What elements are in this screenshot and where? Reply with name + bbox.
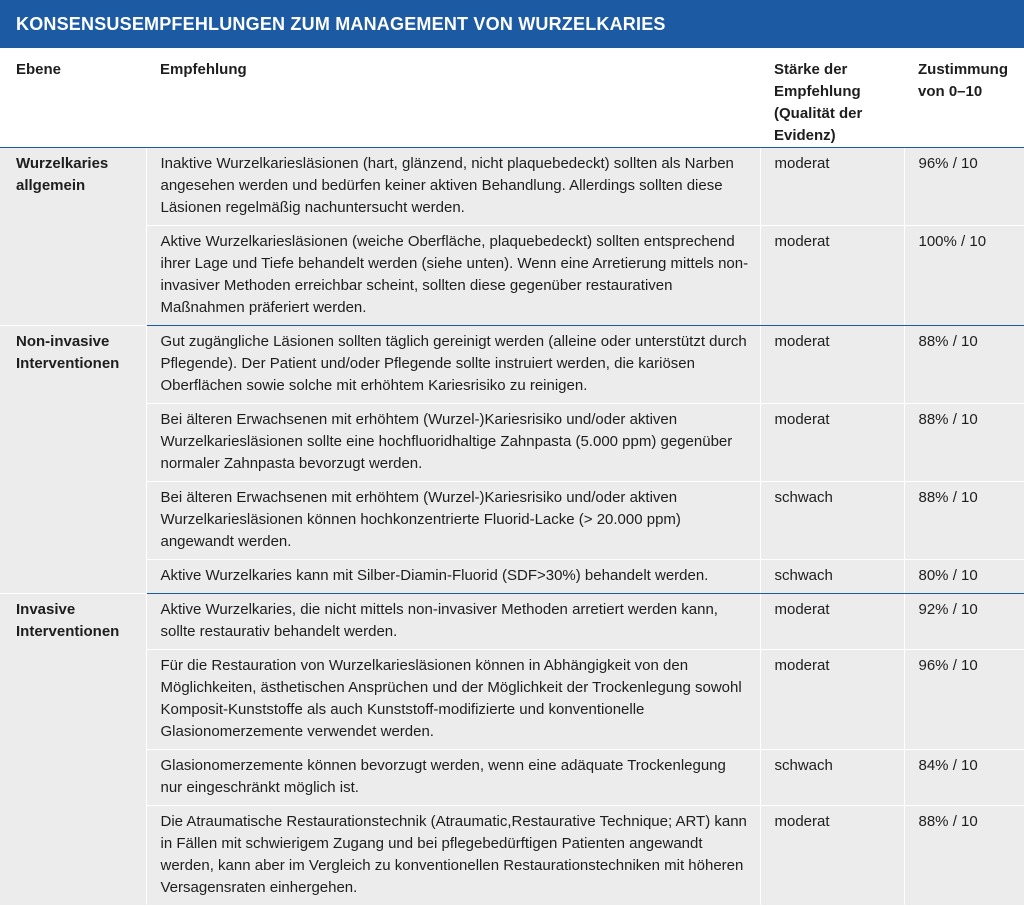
agreement-cell: 84% / 10 [904,750,1024,806]
strength-cell: moderat [760,650,904,750]
recommendation-cell: Aktive Wurzelkariesläsionen (weiche Oberfläche, plaquebedeckt) sollten entsprechend ihrer Lage und Tiefe behandelt werden (siehe unten). Wenn eine Arretierung mittels non-invasiver Methoden erreichbar scheint, sollten diese gegenüber restaurativen Maßnahmen präferiert werden. [146,226,760,326]
header-empfehlung: Empfehlung [146,48,760,148]
header-row [0,48,1024,148]
recommendations-table [0,48,1024,906]
level-cell: Non-invasive Interventionen [0,326,146,594]
level-cell: Invasive Interventionen [0,594,146,906]
table-row [0,650,1024,750]
strength-cell: moderat [760,226,904,326]
strength-cell: moderat [760,148,904,226]
header-zustimmung: Zustimmung von 0–10 [904,48,1024,148]
strength-cell: schwach [760,560,904,594]
header-staerke: Stärke der Empfehlung (Qualität der Evidenz) [760,48,904,148]
strength-cell: moderat [760,326,904,404]
table-row [0,404,1024,482]
agreement-cell: 100% / 10 [904,226,1024,326]
agreement-cell: 88% / 10 [904,326,1024,404]
table-row [0,326,1024,404]
strength-cell: schwach [760,750,904,806]
strength-cell: moderat [760,404,904,482]
header-ebene: Ebene [0,48,146,148]
recommendation-cell: Gut zugängliche Läsionen sollten täglich gereinigt werden (alleine oder unterstützt durch Pflegende). Der Patient und/oder Pflegende sollte instruiert werden, die kariösen Oberflächen sowie solche mit erhöhtem Kariesrisiko zu reinigen. [146,326,760,404]
recommendation-cell: Inaktive Wurzelkariesläsionen (hart, glänzend, nicht plaquebedeckt) sollten als Narben angesehen werden und bedürfen keiner aktiven Behandlung. Allerdings sollten diese Läsionen regelmäßig nachuntersucht werden. [146,148,760,226]
agreement-cell: 96% / 10 [904,148,1024,226]
table-row [0,750,1024,806]
strength-cell: moderat [760,806,904,906]
table-row [0,226,1024,326]
strength-cell: schwach [760,482,904,560]
recommendation-cell: Bei älteren Erwachsenen mit erhöhtem (Wurzel-)Kariesrisiko und/oder aktiven Wurzelkariesläsionen können hochkonzentrierte Fluorid-Lacke (> 20.000 ppm) angewandt werden. [146,482,760,560]
table-title: KONSENSUSEMPFEHLUNGEN ZUM MANAGEMENT VON WURZELKARIES [0,0,1024,48]
level-cell: Wurzelkaries allgemein [0,148,146,326]
recommendation-cell: Bei älteren Erwachsenen mit erhöhtem (Wurzel-)Kariesrisiko und/oder aktiven Wurzelkariesläsionen sollte eine hochfluoridhaltige Zahnpasta (5.000 ppm) gegenüber normaler Zahnpasta bevorzugt werden. [146,404,760,482]
agreement-cell: 88% / 10 [904,482,1024,560]
recommendation-cell: Glasionomerzemente können bevorzugt werden, wenn eine adäquate Trockenlegung nur eingeschränkt möglich ist. [146,750,760,806]
agreement-cell: 80% / 10 [904,560,1024,594]
strength-cell: moderat [760,594,904,650]
agreement-cell: 88% / 10 [904,404,1024,482]
recommendation-cell: Aktive Wurzelkaries kann mit Silber-Diamin-Fluorid (SDF>30%) behandelt werden. [146,560,760,594]
agreement-cell: 88% / 10 [904,806,1024,906]
recommendation-cell: Aktive Wurzelkaries, die nicht mittels non-invasiver Methoden arretiert werden kann, sollte restaurativ behandelt werden. [146,594,760,650]
recommendation-cell: Die Atraumatische Restaurationstechnik (Atraumatic,Restaurative Technique; ART) kann in Fällen mit schwierigem Zugang und bei pflegebedürftigen Patienten angewandt werden, kann aber im Vergleich zu konventionellen Restaurationstechniken mit höheren Versagensraten einhergehen. [146,806,760,906]
agreement-cell: 92% / 10 [904,594,1024,650]
agreement-cell: 96% / 10 [904,650,1024,750]
table-row [0,594,1024,650]
table-row [0,806,1024,906]
table-row [0,148,1024,226]
table-row [0,482,1024,560]
table-row [0,560,1024,594]
recommendation-cell: Für die Restauration von Wurzelkariesläsionen können in Abhängigkeit von den Möglichkeiten, ästhetischen Ansprüchen und der Möglichkeit der Trockenlegung sowohl Komposit-Kunststoffe als auch Kunststoff-modifizierte und konventionelle Glasionomerzemente verwendet werden. [146,650,760,750]
